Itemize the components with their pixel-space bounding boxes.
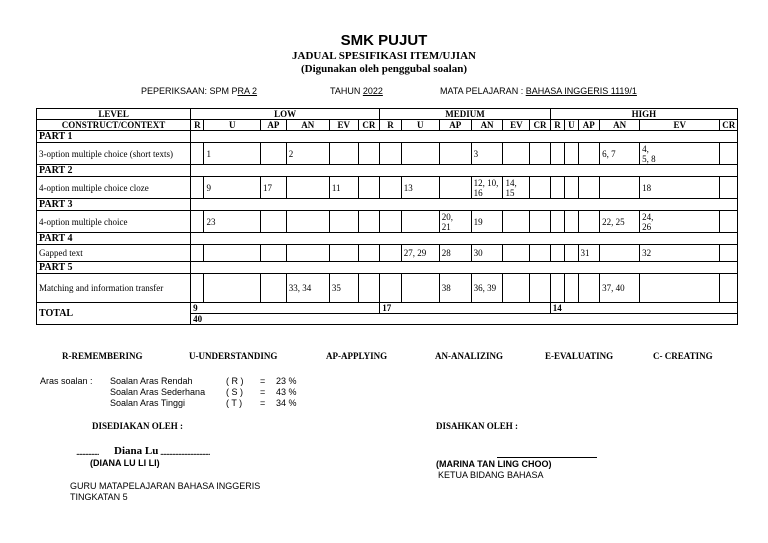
item-cell — [380, 211, 402, 233]
item-cell — [329, 211, 358, 233]
subcol-u: U — [204, 120, 261, 131]
item-cell — [261, 143, 287, 165]
construct-cell: 3-option multiple choice (short texts) — [37, 143, 191, 165]
part-label: PART 5 — [37, 262, 191, 274]
item-cell: 33, 34 — [286, 274, 329, 303]
item-cell: 24, 26 — [640, 211, 720, 233]
approved-signature-line — [497, 457, 597, 458]
approved-role: KETUA BIDANG BAHASA — [438, 470, 544, 480]
part-row — [37, 233, 738, 245]
aras-rendah-eq: = — [260, 376, 266, 386]
part-spacer — [191, 233, 738, 245]
part-spacer — [191, 262, 738, 274]
item-cell: 19 — [471, 211, 503, 233]
total-low: 9 — [191, 303, 380, 314]
subcol-ev: EV — [329, 120, 358, 131]
item-cell — [565, 177, 578, 199]
item-cell — [358, 211, 380, 233]
item-cell — [204, 274, 261, 303]
exam-label: PEPERIKSAAN: SPM P — [141, 86, 238, 96]
item-cell: 38 — [439, 274, 471, 303]
table-row — [37, 245, 738, 262]
year-field — [330, 86, 383, 96]
item-cell — [358, 274, 380, 303]
year-value: 2022 — [362, 86, 383, 96]
item-cell — [191, 211, 204, 233]
item-cell — [503, 274, 530, 303]
subcol-an: AN — [286, 120, 329, 131]
item-cell — [503, 143, 530, 165]
item-cell — [530, 211, 551, 233]
aras-rendah-code: ( R ) — [226, 376, 244, 386]
document-subtitle: (Digunakan oleh penggubal soalan) — [301, 63, 467, 75]
legend-c: C- CREATING — [653, 351, 713, 361]
item-cell — [380, 177, 402, 199]
school-name: SMK PUJUT — [340, 32, 428, 49]
part-spacer — [191, 165, 738, 177]
level-label: LEVEL — [37, 109, 191, 120]
construct-cell: 4-option multiple choice cloze — [37, 177, 191, 199]
item-cell — [720, 274, 738, 303]
total-overall: 40 — [191, 314, 738, 325]
legend-u: U-UNDERSTANDING — [189, 351, 278, 361]
item-cell: 18 — [640, 177, 720, 199]
item-cell — [261, 274, 287, 303]
aras-label: Aras soalan : — [40, 376, 93, 386]
item-cell — [530, 177, 551, 199]
level-header-row — [37, 109, 738, 120]
aras-tinggi-code: ( T ) — [226, 398, 243, 408]
legend-an: AN-ANALIZING — [435, 351, 504, 361]
prepared-role-2: TINGKATAN 5 — [70, 492, 128, 502]
part-label: PART 2 — [37, 165, 191, 177]
item-cell — [358, 245, 380, 262]
item-cell: 23 — [204, 211, 261, 233]
part-row — [37, 165, 738, 177]
table-row — [37, 143, 738, 165]
subcol-cr: CR — [720, 120, 738, 131]
item-cell — [720, 143, 738, 165]
item-cell — [530, 274, 551, 303]
total-medium: 17 — [380, 303, 551, 314]
approved-by-label: DISAHKAN OLEH : — [436, 421, 519, 431]
part-label: PART 4 — [37, 233, 191, 245]
subcol-an: AN — [600, 120, 640, 131]
item-cell — [578, 177, 600, 199]
item-cell: 30 — [471, 245, 503, 262]
item-cell — [565, 211, 578, 233]
item-cell: 12, 10, 16 — [471, 177, 503, 199]
item-cell — [565, 245, 578, 262]
item-cell: 32 — [640, 245, 720, 262]
total-label: TOTAL — [37, 303, 191, 325]
item-cell: 22, 25 — [600, 211, 640, 233]
table-row — [37, 274, 738, 303]
item-cell — [550, 143, 564, 165]
item-cell: 9 — [204, 177, 261, 199]
item-cell — [401, 211, 439, 233]
item-cell — [358, 143, 380, 165]
item-cell: 35 — [329, 274, 358, 303]
prepared-by-label: DISEDIAKAN OLEH : — [92, 421, 184, 431]
aras-tinggi-eq: = — [260, 398, 266, 408]
part-row — [37, 262, 738, 274]
item-cell — [329, 245, 358, 262]
item-cell — [565, 274, 578, 303]
item-cell — [439, 143, 471, 165]
aras-tinggi-value: 34 % — [276, 398, 297, 408]
item-cell: 20, 21 — [439, 211, 471, 233]
construct-cell: Gapped text — [37, 245, 191, 262]
construct-cell: 4-option multiple choice — [37, 211, 191, 233]
subcol-r: R — [380, 120, 402, 131]
item-cell — [578, 274, 600, 303]
item-cell — [600, 245, 640, 262]
table-row — [37, 177, 738, 199]
item-cell — [261, 245, 287, 262]
subject-field — [440, 86, 637, 96]
construct-label: CONSTRUCT/CONTEXT — [37, 120, 191, 131]
item-cell: 13 — [401, 177, 439, 199]
item-cell: 3 — [471, 143, 503, 165]
group-medium: MEDIUM — [380, 109, 551, 120]
item-cell — [550, 177, 564, 199]
item-cell — [530, 245, 551, 262]
part-spacer — [191, 131, 738, 143]
item-cell — [191, 274, 204, 303]
item-cell — [550, 245, 564, 262]
exam-field — [141, 86, 257, 96]
item-cell: 6, 7 — [600, 143, 640, 165]
item-cell — [503, 245, 530, 262]
item-cell — [380, 143, 402, 165]
subcol-ap: AP — [439, 120, 471, 131]
subcol-an: AN — [471, 120, 503, 131]
item-cell: 31 — [578, 245, 600, 262]
item-cell — [191, 245, 204, 262]
item-cell — [286, 211, 329, 233]
item-cell — [286, 245, 329, 262]
legend-r: R-REMEMBERING — [62, 351, 143, 361]
item-cell — [358, 177, 380, 199]
legend-ap: AP-APPLYING — [326, 351, 388, 361]
item-cell — [530, 143, 551, 165]
item-cell — [600, 177, 640, 199]
part-row — [37, 131, 738, 143]
item-cell: 11 — [329, 177, 358, 199]
item-cell — [401, 274, 439, 303]
item-cell: 27, 29 — [401, 245, 439, 262]
prepared-signature: Diana Lu — [114, 445, 159, 457]
aras-sederhana-name: Soalan Aras Sederhana — [110, 387, 206, 397]
item-cell — [720, 211, 738, 233]
table-row — [37, 211, 738, 233]
item-cell — [329, 143, 358, 165]
item-cell: 37, 40 — [600, 274, 640, 303]
item-cell — [380, 245, 402, 262]
group-low: LOW — [191, 109, 380, 120]
item-cell — [261, 211, 287, 233]
subcol-u: U — [565, 120, 578, 131]
item-cell — [503, 211, 530, 233]
subcol-ev: EV — [503, 120, 530, 131]
aras-sederhana-eq: = — [260, 387, 266, 397]
group-high: HIGH — [550, 109, 737, 120]
part-spacer — [191, 199, 738, 211]
subject-label: MATA PELAJARAN : — [440, 86, 526, 96]
specification-table — [36, 108, 738, 325]
subcol-ap: AP — [578, 120, 600, 131]
prepared-name: (DIANA LU LI LI) — [90, 458, 160, 468]
subcol-ev: EV — [640, 120, 720, 131]
part-label: PART 1 — [37, 131, 191, 143]
total-high: 14 — [550, 303, 737, 314]
specification-table-body — [37, 109, 738, 325]
item-cell — [720, 177, 738, 199]
prepared-signature-line: ............... — [76, 447, 99, 458]
item-cell — [439, 177, 471, 199]
aras-sederhana-value: 43 % — [276, 387, 297, 397]
item-cell — [191, 143, 204, 165]
subject-value: BAHASA INGGERIS 1119/1 — [525, 86, 637, 96]
item-cell — [550, 211, 564, 233]
item-cell — [401, 143, 439, 165]
aras-rendah-value: 23 % — [276, 376, 297, 386]
subcol-r: R — [550, 120, 564, 131]
item-cell — [720, 245, 738, 262]
item-cell: 14, 15 — [503, 177, 530, 199]
item-cell — [550, 274, 564, 303]
item-cell — [565, 143, 578, 165]
construct-cell: Matching and information transfer — [37, 274, 191, 303]
item-cell: 17 — [261, 177, 287, 199]
prepared-role-1: GURU MATAPELAJARAN BAHASA INGGERIS — [70, 481, 261, 491]
item-cell — [640, 274, 720, 303]
subcol-cr: CR — [358, 120, 380, 131]
prepared-signature-trail: ................................. — [160, 447, 210, 458]
document-title: JADUAL SPESIFIKASI ITEM/UJIAN — [292, 50, 476, 62]
item-cell — [286, 177, 329, 199]
aras-tinggi-name: Soalan Aras Tinggi — [110, 398, 186, 408]
subcol-u: U — [401, 120, 439, 131]
item-cell — [578, 211, 600, 233]
total-row — [37, 303, 738, 314]
item-cell — [204, 245, 261, 262]
aras-rendah-name: Soalan Aras Rendah — [110, 376, 193, 386]
item-cell: 28 — [439, 245, 471, 262]
item-cell: 36, 39 — [471, 274, 503, 303]
part-label: PART 3 — [37, 199, 191, 211]
approved-name: (MARINA TAN LING CHOO) — [436, 459, 552, 469]
item-cell — [578, 143, 600, 165]
subcol-ap: AP — [261, 120, 287, 131]
item-cell: 2 — [286, 143, 329, 165]
part-row — [37, 199, 738, 211]
exam-value: RA 2 — [237, 86, 258, 96]
item-cell: 4, 5, 8 — [640, 143, 720, 165]
legend-e: E-EVALUATING — [545, 351, 614, 361]
subcol-r: R — [191, 120, 204, 131]
item-cell — [380, 274, 402, 303]
aras-sederhana-code: ( S ) — [226, 387, 243, 397]
item-cell — [191, 177, 204, 199]
year-label: TAHUN — [330, 86, 363, 96]
subcolumn-header-row — [37, 120, 738, 131]
subcol-cr: CR — [530, 120, 551, 131]
item-cell: 1 — [204, 143, 261, 165]
